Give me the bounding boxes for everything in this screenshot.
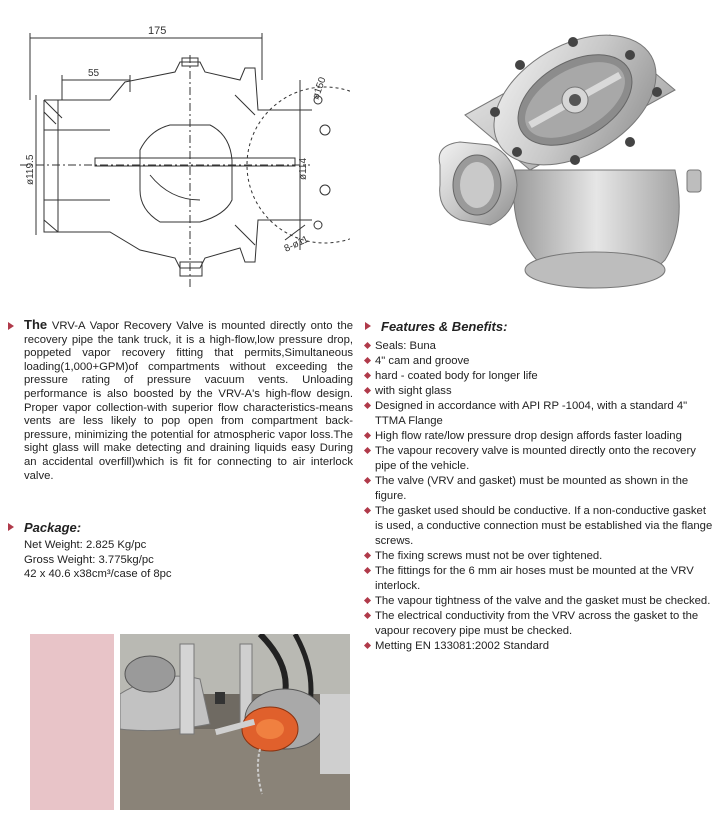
list-item: Seals: Buna [365, 339, 715, 354]
list-item: The valve (VRV and gasket) must be mounted as shown in the figure. [365, 474, 715, 504]
list-item: Designed in accordance with API RP -1004, with a standard 4" TTMA Flange [365, 399, 715, 429]
dim-height: ø119.5 [25, 154, 36, 185]
list-item: with sight glass [365, 384, 715, 399]
bullet-triangle-icon [8, 322, 14, 330]
dim-flange: ø150 [310, 75, 329, 102]
case-size: 42 x 40.6 x38cm³/case of 8pc [24, 568, 172, 580]
dim-overall-width: 175 [148, 25, 167, 37]
net-weight: Net Weight: 2.825 Kg/pc [24, 539, 147, 551]
dim-inner: 55 [88, 68, 100, 79]
dim-bore: ø114 [298, 157, 309, 180]
list-item: 4" cam and groove [365, 354, 715, 369]
list-item: The fittings for the 6 mm air hoses must be mounted at the VRV interlock. [365, 564, 715, 594]
intro-lead: The [24, 317, 48, 332]
features-heading [365, 318, 507, 336]
list-item: The fixing screws must not be over tightened. [365, 549, 715, 564]
list-item: The gasket used should be conductive. If a non-conductive gasket is used, a conductive connection must be established via the flange screws. [365, 504, 715, 549]
bullet-triangle-icon [8, 523, 14, 531]
decorative-block [30, 634, 114, 810]
valve-product-photo [425, 20, 715, 295]
technical-drawing [0, 0, 350, 300]
gross-weight: Gross Weight: 3.775kg/pc [24, 553, 154, 566]
intro-text: VRV-A Vapor Recovery Valve is mounted directly onto the recovery pipe the tank truck, it is a high-flow,low pressure drop, poppeted vapor recovery fitting that permits,Simultaneous loading(1,000+GPM)of compartments without exceeding the pressure rating of pressure vacuum vents. Unloading performance is also boosted by the VRV-A's high-flow design. Proper vapor collection-with superior flow characteristics-means vents are less likely to pop open from compartment back-pressure, minimizing the potential for atmospheric vapor loss.The sight glass will make detecting and draining liquids easy During an accidental overfill)which is fit for connecting to air interlock valve. [24, 320, 354, 482]
list-item: The vapour tightness of the valve and the gasket must be checked. [365, 594, 715, 609]
list-item: hard - coated body for longer life [365, 369, 715, 384]
features-heading-text: Features & Benefits: [381, 319, 508, 334]
installation-photo [120, 634, 350, 810]
intro-paragraph [8, 318, 353, 483]
package-heading-text: Package: [24, 520, 82, 535]
list-item: High flow rate/low pressure drop design affords faster loading [365, 429, 715, 444]
list-item: The vapour recovery valve is mounted directly onto the recovery pipe of the vehicle. [365, 444, 715, 474]
list-item: Metting EN 133081:2002 Standard [365, 639, 715, 654]
package-details [24, 538, 172, 582]
list-item: The electrical conductivity from the VRV across the gasket to the vapour recovery pipe must be checked. [365, 609, 715, 639]
package-heading [8, 519, 81, 537]
dim-holes: 8-ø11 [282, 234, 311, 255]
bullet-triangle-icon [365, 322, 371, 330]
features-list [365, 339, 715, 654]
